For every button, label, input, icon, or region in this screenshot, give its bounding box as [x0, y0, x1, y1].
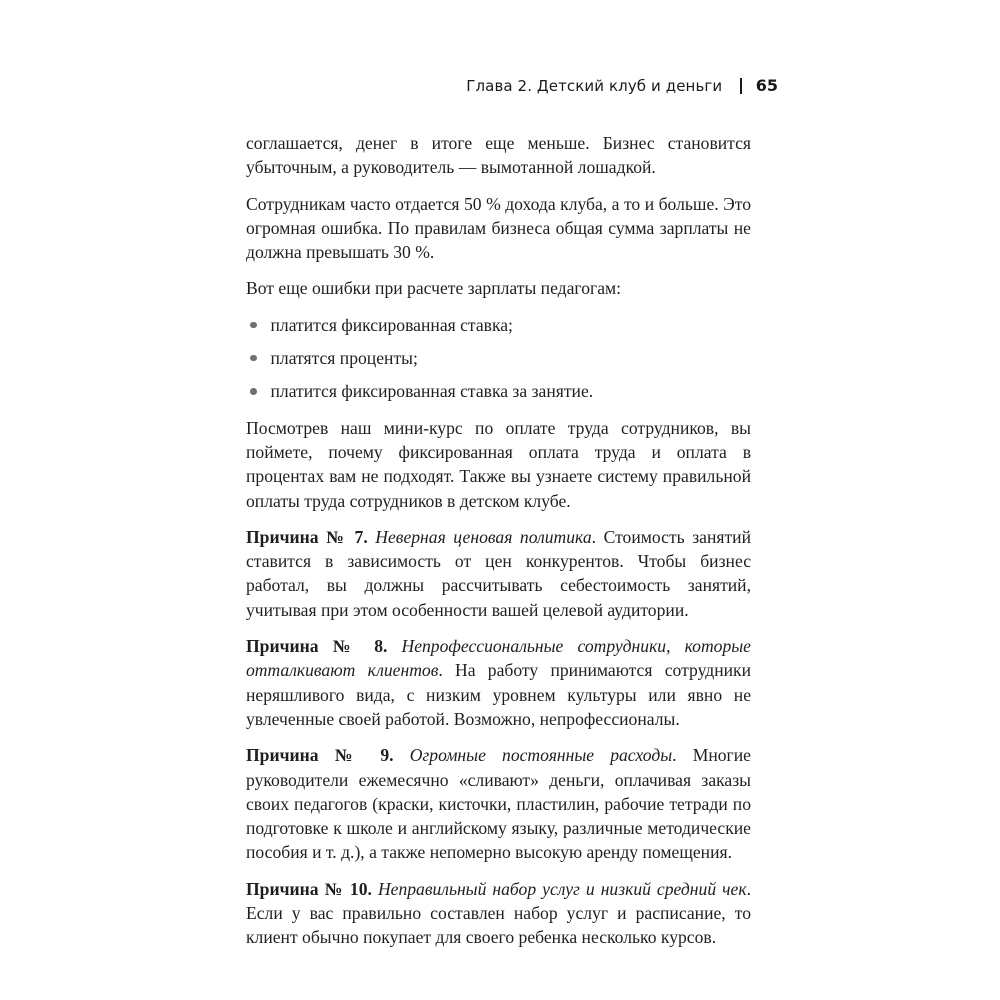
reason-7	[246, 525, 751, 622]
list-item	[246, 379, 751, 403]
reason-title: Неправильный набор услуг и низкий средний чек	[377, 878, 747, 899]
reason-label: Причина № 8.	[246, 636, 388, 657]
bullet-icon	[250, 388, 257, 395]
list-item-text: платится фиксированная ставка за занятие.	[270, 381, 594, 402]
reason-label: Причина № 7.	[246, 526, 368, 547]
paragraph-continuation: соглашается, денег в итоге еще меньше. Бизнес становится убыточным, а руководитель — вымотанной лошадкой.	[246, 133, 751, 178]
reason-9	[246, 743, 751, 864]
reason-title: Огромные постоянные расходы	[409, 745, 673, 766]
bullet-icon	[250, 322, 257, 329]
reason-title: Неверная ценовая политика	[375, 526, 592, 547]
paragraph-mini-course: Посмотрев наш мини-курс по оплате труда сотрудников, вы поймете, почему фиксированная оплата труда и оплата в процентах вам не подходят. Также вы узнаете систему правильной оплаты труда сотрудников в детском клубе.	[246, 417, 751, 511]
list-item	[246, 346, 751, 370]
reason-text: . На работу принимаются сотрудники неряшливого вида, с низким уровнем культуры или явно не увлеченные своей работой. Возможно, непрофессионалы.	[246, 660, 751, 729]
reason-text: . Если у вас правильно составлен набор услуг и расписание, то клиент обычно покупает для своего ребенка несколько курсов.	[246, 878, 751, 948]
reason-label: Причина № 9.	[246, 745, 394, 766]
reason-text: . Многие руководители ежемесячно «сливают» деньги, оплачивая заказы своих педагогов (краски, кисточки, пластилин, рабочие тетради по подготовке к школе и английскому языку, различные методические пособия и т. д.), а также непомерно высокую аренду помещения.	[246, 745, 751, 863]
reason-10	[246, 877, 751, 950]
paragraph-errors-intro: Вот еще ошибки при расчете зарплаты педагогам:	[246, 278, 622, 299]
paragraph-salary-share: Сотрудникам часто отдается 50 % дохода клуба, а то и больше. Это огромная ошибка. По правилам бизнеса общая сумма зарплаты не должна превышать 30 %.	[246, 193, 751, 263]
body-text	[246, 131, 751, 962]
page-number: 65	[755, 76, 778, 95]
list-item-text: платятся проценты;	[270, 348, 418, 369]
list-item	[246, 313, 751, 337]
running-head	[466, 76, 778, 95]
reason-8	[246, 634, 751, 731]
list-item-text: платится фиксированная ставка;	[270, 314, 513, 335]
reason-text: . Стоимость занятий ставится в зависимость от цен конкурентов. Чтобы бизнес работал, вы должны рассчитывать себестоимость занятий, учитывая при этом особенности вашей целевой аудитории.	[246, 526, 751, 620]
bullet-icon	[250, 355, 257, 362]
chapter-title: Глава 2. Детский клуб и деньги	[466, 76, 723, 95]
header-separator	[740, 78, 742, 94]
bullet-list	[246, 313, 751, 404]
reason-title: Непрофессиональные сотрудники, которые отталкивают клиентов	[246, 636, 751, 681]
reason-label: Причина № 10.	[246, 878, 372, 899]
